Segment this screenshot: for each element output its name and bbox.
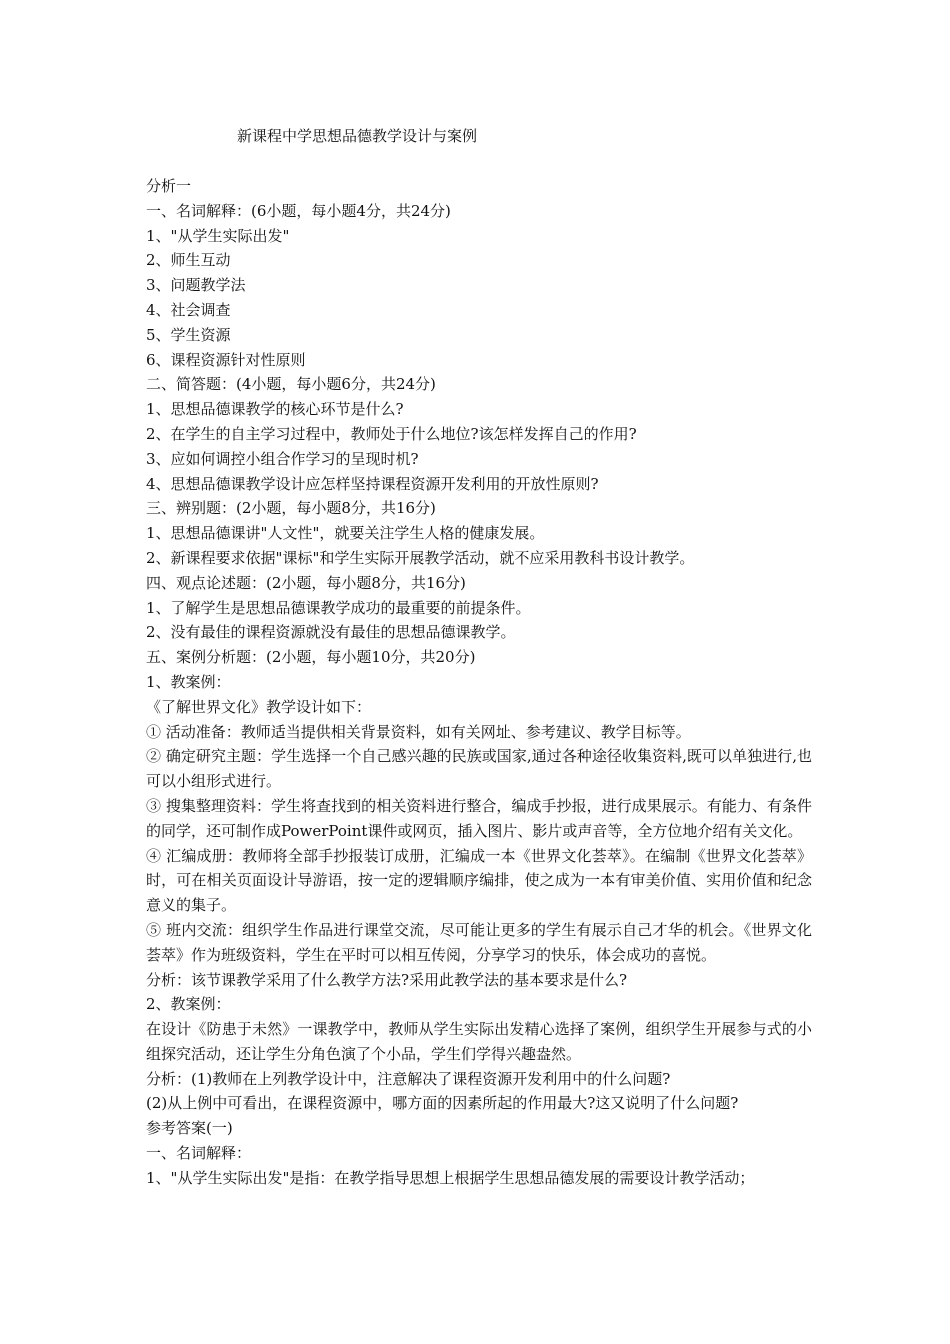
question-line: 3、问题教学法 bbox=[146, 276, 246, 295]
question-line: 3、应如何调控小组合作学习的呈现时机? bbox=[146, 449, 419, 468]
section-heading: 五、案例分析题：(2小题，每小题10分，共20分) bbox=[146, 648, 476, 667]
question-line: 2、没有最佳的课程资源就没有最佳的思想品德课教学。 bbox=[146, 623, 516, 642]
case-step: ④ 汇编成册：教师将全部手抄报装订成册，汇编成一本《世界文化荟萃》。在编制《世界文化荟萃》时，可在相关页面设计导游语，按一定的逻辑顺序编排，使之成为一本有审美价值、实用价值和纪念意义的集子。 bbox=[146, 846, 812, 915]
question-line: 1、思想品德课教学的核心环节是什么? bbox=[146, 400, 404, 419]
case-heading: 1、教案例： bbox=[146, 672, 231, 691]
case-step: ③ 搜集整理资料：学生将查找到的相关资料进行整合，编成手抄报，进行成果展示。有能力、有条件的同学，还可制作成PowerPoint课件或网页，插入图片、影片或声音等，全方位地介绍有关文化。 bbox=[146, 796, 812, 840]
question-line: 2、师生互动 bbox=[146, 251, 231, 270]
question-line: 4、思想品德课教学设计应怎样坚持课程资源开发利用的开放性原则? bbox=[146, 474, 599, 493]
analysis-question: 分析：该节课教学采用了什么教学方法?采用此教学法的基本要求是什么? bbox=[146, 970, 628, 989]
analysis-question: 分析：(1)教师在上列教学设计中，注意解决了课程资源开发利用中的什么问题? bbox=[146, 1069, 671, 1088]
case-step: ① 活动准备：教师适当提供相关背景资料，如有关网址、参考建议、教学目标等。 bbox=[146, 722, 691, 741]
case-heading: 2、教案例： bbox=[146, 995, 231, 1014]
question-line: 6、课程资源针对性原则 bbox=[146, 350, 306, 369]
question-line: 2、新课程要求依据"课标"和学生实际开展教学活动，就不应采用教科书设计教学。 bbox=[146, 548, 695, 567]
question-line: 1、"从学生实际出发" bbox=[146, 226, 290, 245]
question-line: 2、在学生的自主学习过程中，教师处于什么地位?该怎样发挥自己的作用? bbox=[146, 424, 637, 443]
section-heading: 四、观点论述题：(2小题，每小题8分，共16分) bbox=[146, 573, 466, 592]
question-line: 4、社会调查 bbox=[146, 300, 231, 319]
case-step: ⑤ 班内交流：组织学生作品进行课堂交流，尽可能让更多的学生有展示自己才华的机会。《世界文化荟萃》作为班级资料，学生在平时可以相互传阅，分享学习的快乐，体会成功的喜悦。 bbox=[146, 920, 812, 964]
section-heading: 一、名词解释：(6小题，每小题4分，共24分) bbox=[146, 201, 451, 220]
section-heading: 三、辨别题：(2小题，每小题8分，共16分) bbox=[146, 499, 436, 518]
section-heading: 二、简答题：(4小题，每小题6分，共24分) bbox=[146, 375, 436, 394]
answer-line: 1、"从学生实际出发"是指：在教学指导思想上根据学生思想品德发展的需要设计教学活动； bbox=[146, 1168, 755, 1187]
document-title: 新课程中学思想品德教学设计与案例 bbox=[237, 127, 478, 145]
case-step: ② 确定研究主题：学生选择一个自己感兴趣的民族或国家,通过各种途径收集资料,既可以单独进行,也可以小组形式进行。 bbox=[146, 747, 812, 791]
document-body bbox=[146, 174, 812, 1191]
analysis-question: (2)从上例中可看出，在课程资源中，哪方面的因素所起的作用最大?这又说明了什么问题? bbox=[146, 1094, 739, 1113]
answer-heading: 参考答案(一) bbox=[146, 1119, 233, 1138]
question-line: 5、学生资源 bbox=[146, 325, 231, 344]
question-line: 1、思想品德课讲"人文性"，就要关注学生人格的健康发展。 bbox=[146, 524, 545, 543]
case-line: 《了解世界文化》教学设计如下： bbox=[146, 697, 372, 716]
section-heading: 一、名词解释： bbox=[146, 1144, 252, 1163]
question-line: 1、了解学生是思想品德课教学成功的最重要的前提条件。 bbox=[146, 598, 531, 617]
case-paragraph: 在设计《防患于未然》一课教学中，教师从学生实际出发精心选择了案例，组织学生开展参与式的小组探究活动，还让学生分角色演了个小品，学生们学得兴趣盎然。 bbox=[146, 1020, 812, 1063]
section-heading: 分析一 bbox=[146, 177, 192, 195]
